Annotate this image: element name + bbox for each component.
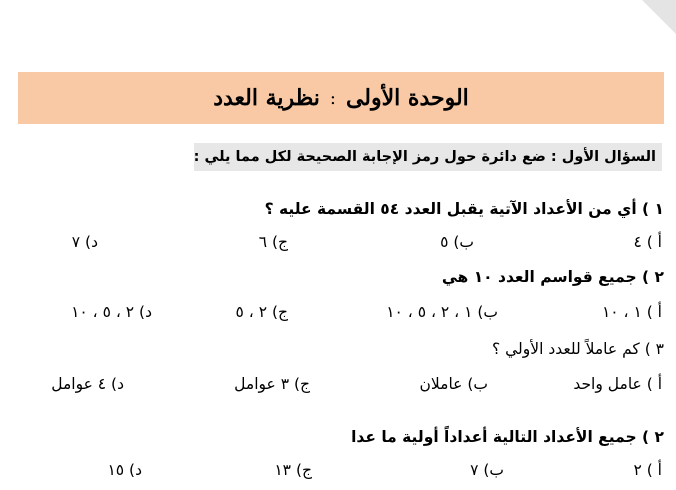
q4-option-c[interactable]: ج) ١٣ (274, 461, 312, 479)
unit-header (18, 72, 664, 124)
q1-option-a[interactable]: أ ) ٤ (633, 233, 662, 251)
q1-option-d[interactable]: د) ٧ (71, 233, 98, 251)
q2-option-a[interactable]: أ ) ١ ، ١٠ (601, 303, 662, 321)
unit-separator: : (329, 87, 336, 109)
q4-option-a[interactable]: أ ) ٢ (633, 461, 662, 479)
q2-option-d[interactable]: د) ٢ ، ٥ ، ١٠ (71, 303, 152, 321)
q2-option-c[interactable]: ج) ٢ ، ٥ (235, 303, 288, 321)
q3-option-d[interactable]: د) ٤ عوامل (51, 375, 124, 393)
q3-option-b[interactable]: ب) عاملان (419, 375, 488, 393)
q1-option-b[interactable]: ب) ٥ (440, 233, 474, 251)
page-fold-corner (642, 0, 676, 34)
q4-option-d[interactable]: د) ١٥ (107, 461, 142, 479)
unit-topic: نظرية العدد (213, 85, 320, 111)
unit-label: الوحدة الأولى (345, 85, 469, 111)
q3-option-c[interactable]: ج) ٣ عوامل (234, 375, 310, 393)
q1-option-c[interactable]: ج) ٦ (258, 233, 288, 251)
q4-option-b[interactable]: ب) ٧ (470, 461, 504, 479)
question-3: ٣ ) كم عاملاً للعدد الأولي ؟ (491, 340, 664, 358)
question-4: ٢ ) جميع الأعداد التالية أعداداً أولية ما عدا (351, 428, 664, 446)
q3-option-a[interactable]: أ ) عامل واحد (573, 375, 662, 393)
instruction-text: السؤال الأول : ضع دائرة حول رمز الإجابة الصحيحة لكل مما يلي : (193, 149, 656, 165)
question-2: ٢ ) جميع قواسم العدد ١٠ هي (441, 268, 664, 286)
instruction-box (194, 143, 662, 171)
question-1: ١ ) أي من الأعداد الآتية يقبل العدد ٥٤ القسمة عليه ؟ (264, 200, 664, 218)
q2-option-b[interactable]: ب) ١ ، ٢ ، ٥ ، ١٠ (386, 303, 498, 321)
